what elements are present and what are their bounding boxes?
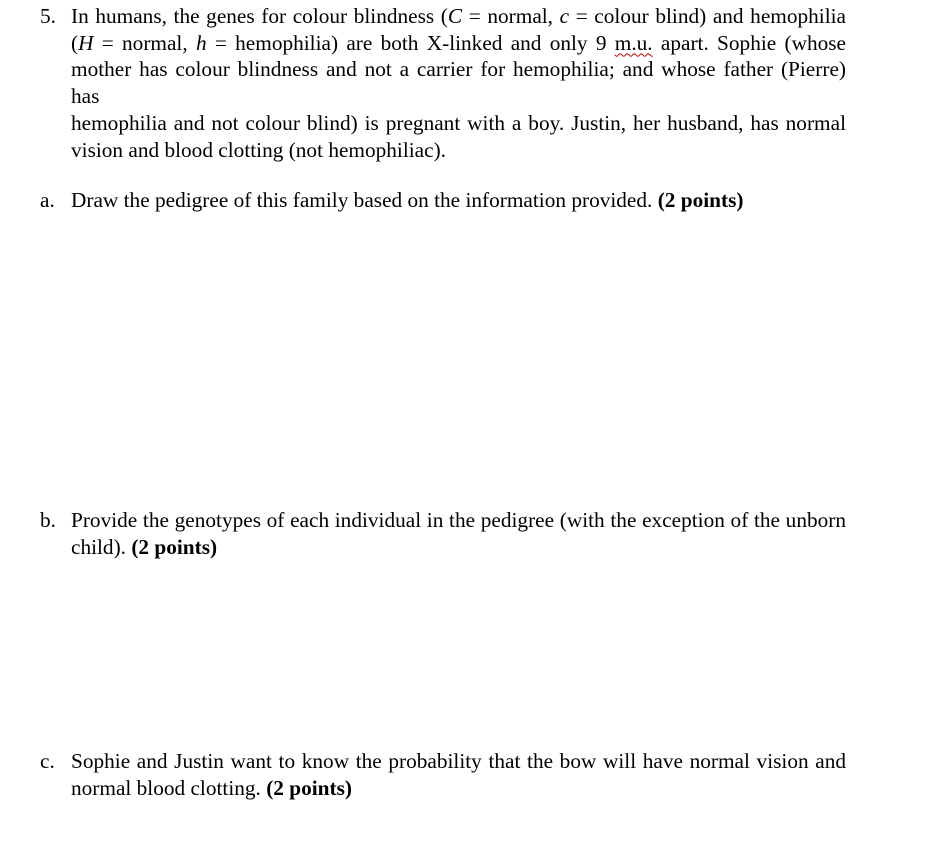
part-a-marker: a.: [40, 188, 55, 212]
part-c-line-2: normal blood clotting. (2 points): [71, 775, 352, 800]
part-b-points: (2 points): [131, 534, 218, 559]
question-line-2: (H = normal, h = hemophilia) are both X-linked and only 9 m.u. apart. Sophie (whose: [71, 30, 846, 55]
part-b-marker: b.: [40, 508, 56, 532]
map-units-abbreviation: m.u.: [614, 30, 653, 55]
part-a-points: (2 points): [657, 188, 744, 212]
question-line-4: hemophilia and not colour blind) is pregnant with a boy. Justin, her husband, has normal: [71, 110, 846, 135]
part-c-line-1: Sophie and Justin want to know the probability that the bow will have normal vision and: [71, 749, 846, 773]
question-line-3: mother has colour blindness and not a carrier for hemophilia; and whose father (Pierre) has: [71, 57, 846, 109]
question-line-1: In humans, the genes for colour blindness (C = normal, c = colour blind) and hemophilia: [71, 4, 846, 28]
question-number: 5.: [40, 4, 56, 28]
part-a-text: Draw the pedigree of this family based on the information provided. (2 points): [71, 188, 744, 212]
question-text: [71, 3, 846, 163]
part-c-points: (2 points): [266, 775, 352, 800]
part-c-text: [71, 748, 846, 801]
part-b-line-2: child). (2 points): [71, 534, 218, 559]
part-c-marker: c.: [40, 749, 55, 773]
question-line-5: vision and blood clotting (not hemophiliac).: [71, 137, 447, 162]
part-b-text: [71, 507, 846, 560]
part-b-line-1: Provide the genotypes of each individual in the pedigree (with the exception of the unborn: [71, 508, 846, 532]
